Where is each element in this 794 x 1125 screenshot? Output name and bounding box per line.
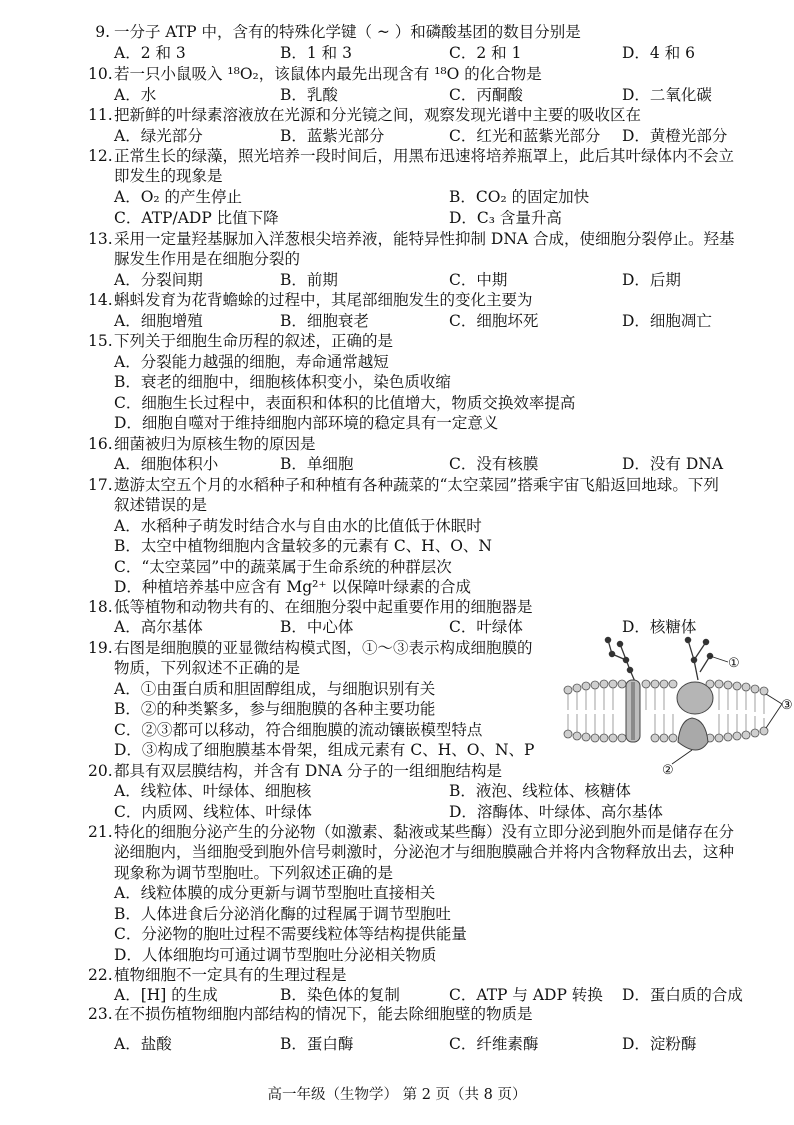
- option: D．黄橙光部分: [622, 127, 728, 145]
- option: C．内质网、线粒体、叶绿体: [114, 803, 312, 821]
- figure-label-3: ③: [781, 698, 793, 713]
- option: B．太空中植物细胞内含量较多的元素有 C、H、O、N: [114, 537, 492, 555]
- lower-phospholipid-heads: [564, 727, 768, 742]
- figure-label-2: ②: [662, 763, 674, 778]
- phospholipid-tails: [568, 688, 764, 734]
- option: B．②的种类繁多，参与细胞膜的各种主要功能: [114, 700, 436, 718]
- option: D．细胞自噬对于维持细胞内部环境的稳定具有一定意义: [114, 414, 499, 432]
- option: D．③构成了细胞膜基本骨架，组成元素有 C、H、O、N、P: [114, 741, 535, 759]
- option: A．高尔基体: [114, 618, 203, 636]
- option: D．种植培养基中应含有 Mg²⁺ 以保障叶绿素的合成: [114, 578, 471, 596]
- question-13: 13.采用一定量羟基脲加入洋葱根尖培养液，能特异性抑制 DNA 合成，使细胞分裂停止。羟基: [88, 230, 735, 248]
- glycoprotein-chains: [605, 637, 712, 684]
- option: D．C₃ 含量升高: [449, 209, 562, 227]
- option: B．1 和 3: [280, 44, 352, 62]
- option: B．蛋白酶: [280, 1035, 354, 1053]
- option: A．水: [114, 86, 157, 104]
- option: C．“太空菜园”中的蔬菜属于生命系统的种群层次: [114, 558, 452, 576]
- option: A．细胞增殖: [114, 312, 203, 330]
- question-19-continuation: 物质，下列叙述不正确的是: [114, 659, 301, 677]
- option: B．前期: [280, 271, 338, 289]
- option: B．单细胞: [280, 455, 354, 473]
- question-21: 21.特化的细胞分泌产生的分泌物（如激素、黏液或某些酶）没有立即分泌到胞外而是储存在分: [88, 823, 735, 841]
- question-12-continuation: 即发生的现象是: [114, 167, 223, 185]
- option: B．中心体: [280, 618, 354, 636]
- option: B．细胞衰老: [280, 312, 369, 330]
- option: B．乳酸: [280, 86, 338, 104]
- channel-pore: [631, 682, 635, 740]
- question-10: 10.若一只小鼠吸入 ¹⁸O₂，该鼠体内最先出现含有 ¹⁸O 的化合物是: [88, 65, 542, 83]
- option: C．分泌物的胞吐过程不需要线粒体等结构提供能量: [114, 925, 467, 943]
- option: B．蓝紫光部分: [280, 127, 385, 145]
- question-21-continuation: 泌细胞内，当细胞受到胞外信号刺激时，分泌泡才与细胞膜融合并将内含物释放出去，这种: [114, 843, 735, 861]
- option: D．细胞凋亡: [622, 312, 712, 330]
- option: D．人体细胞均可通过调节型胞吐分泌相关物质: [114, 946, 437, 964]
- option: C．ATP/ADP 比值下降: [114, 209, 279, 227]
- option: B．人体进食后分泌消化酶的过程属于调节型胞吐: [114, 905, 451, 923]
- option: C．红光和蓝紫光部分: [449, 127, 601, 145]
- option: A．线粒体、叶绿体、细胞核: [114, 782, 312, 800]
- option: C．叶绿体: [449, 618, 523, 636]
- question-15: 15.下列关于细胞生命历程的叙述，正确的是: [88, 332, 394, 350]
- option: C．②③都可以移动，符合细胞膜的流动镶嵌模型特点: [114, 721, 483, 739]
- option: C．没有核膜: [449, 455, 539, 473]
- question-11: 11.把新鲜的叶绿素溶液放在光源和分光镜之间，观察发现光谱中主要的吸收区在: [88, 106, 642, 124]
- option: A．①由蛋白质和胆固醇组成，与细胞识别有关: [114, 680, 436, 698]
- option: A．水稻种子萌发时结合水与自由水的比值低于休眠时: [114, 517, 482, 535]
- option: C．中期: [449, 271, 508, 289]
- question-17-continuation: 叙述错误的是: [114, 496, 208, 514]
- question-18: 18.低等植物和动物共有的、在细胞分裂中起重要作用的细胞器是: [88, 598, 533, 616]
- option: D．蛋白质的合成: [622, 986, 743, 1004]
- option: C．细胞坏死: [449, 312, 539, 330]
- figure-label-1: ①: [728, 656, 740, 671]
- option: B．CO₂ 的固定加快: [449, 188, 590, 206]
- option: B．液泡、线粒体、核糖体: [449, 782, 631, 800]
- option: D．淀粉酶: [622, 1035, 697, 1053]
- question-20: 20.都具有双层膜结构，并含有 DNA 分子的一组细胞结构是: [88, 762, 503, 780]
- question-16: 16.细菌被归为原核生物的原因是: [88, 435, 316, 453]
- question-21-continuation: 现象称为调节型胞吐。下列叙述正确的是: [114, 864, 394, 882]
- option: D．核糖体: [622, 618, 697, 636]
- question-14: 14.蝌蚪发育为花背蟾蜍的过程中，其尾部细胞发生的变化主要为: [88, 291, 533, 309]
- option: A．绿光部分: [114, 127, 203, 145]
- option: C．ATP 与 ADP 转换: [449, 986, 603, 1004]
- option: A．线粒体膜的成分更新与调节型胞吐直接相关: [114, 884, 436, 902]
- cell-membrane-figure: [560, 632, 794, 782]
- option: D．没有 DNA: [622, 455, 724, 473]
- option: D．后期: [622, 271, 681, 289]
- option: D．溶酶体、叶绿体、高尔基体: [449, 803, 663, 821]
- option: B．衰老的细胞中，细胞核体积变小，染色质收缩: [114, 373, 451, 391]
- page-footer: 高一年级（生物学） 第 2 页（共 8 页）: [267, 1087, 527, 1103]
- option: A．2 和 3: [114, 44, 186, 62]
- option: A．[H] 的生成: [114, 986, 218, 1004]
- option: A．盐酸: [114, 1035, 172, 1053]
- question-12: 12.正常生长的绿藻，照光培养一段时间后，用黑布迅速将培养瓶罩上，此后其叶绿体内不会立: [88, 147, 735, 165]
- option: A．分裂能力越强的细胞，寿命通常越短: [114, 353, 389, 371]
- option: C．2 和 1: [449, 44, 522, 62]
- option: C．细胞生长过程中，表面积和体积的比值增大，物质交换效率提高: [114, 394, 576, 412]
- option: A．O₂ 的产生停止: [114, 188, 243, 206]
- option: C．纤维素酶: [449, 1035, 539, 1053]
- question-23: 23.在不损伤植物细胞内部结构的情况下，能去除细胞壁的物质是: [88, 1005, 533, 1023]
- embedded-protein: [678, 718, 708, 750]
- question-13-continuation: 脲发生作用是在细胞分裂的: [114, 250, 301, 268]
- option: A．分裂间期: [114, 271, 203, 289]
- option: D．4 和 6: [622, 44, 696, 62]
- question-19: 19.右图是细胞膜的亚显微结构模式图，①～③表示构成细胞膜的: [88, 639, 533, 657]
- option: D．二氧化碳: [622, 86, 712, 104]
- question-22: 22.植物细胞不一定具有的生理过程是: [88, 966, 347, 984]
- question-9: 9. 一分子 ATP 中，含有的特殊化学键（ ~ ）和磷酸基团的数目分别是: [95, 23, 581, 41]
- upper-phospholipid-heads: [564, 680, 768, 695]
- option: B．染色体的复制: [280, 986, 400, 1004]
- option: C．丙酮酸: [449, 86, 523, 104]
- option: A．细胞体积小: [114, 455, 219, 473]
- peripheral-protein: [677, 682, 713, 714]
- question-17: 17.遨游太空五个月的水稻种子和种植有各种蔬菜的“太空菜园”搭乘宇宙飞船返回地球。下列: [88, 476, 719, 494]
